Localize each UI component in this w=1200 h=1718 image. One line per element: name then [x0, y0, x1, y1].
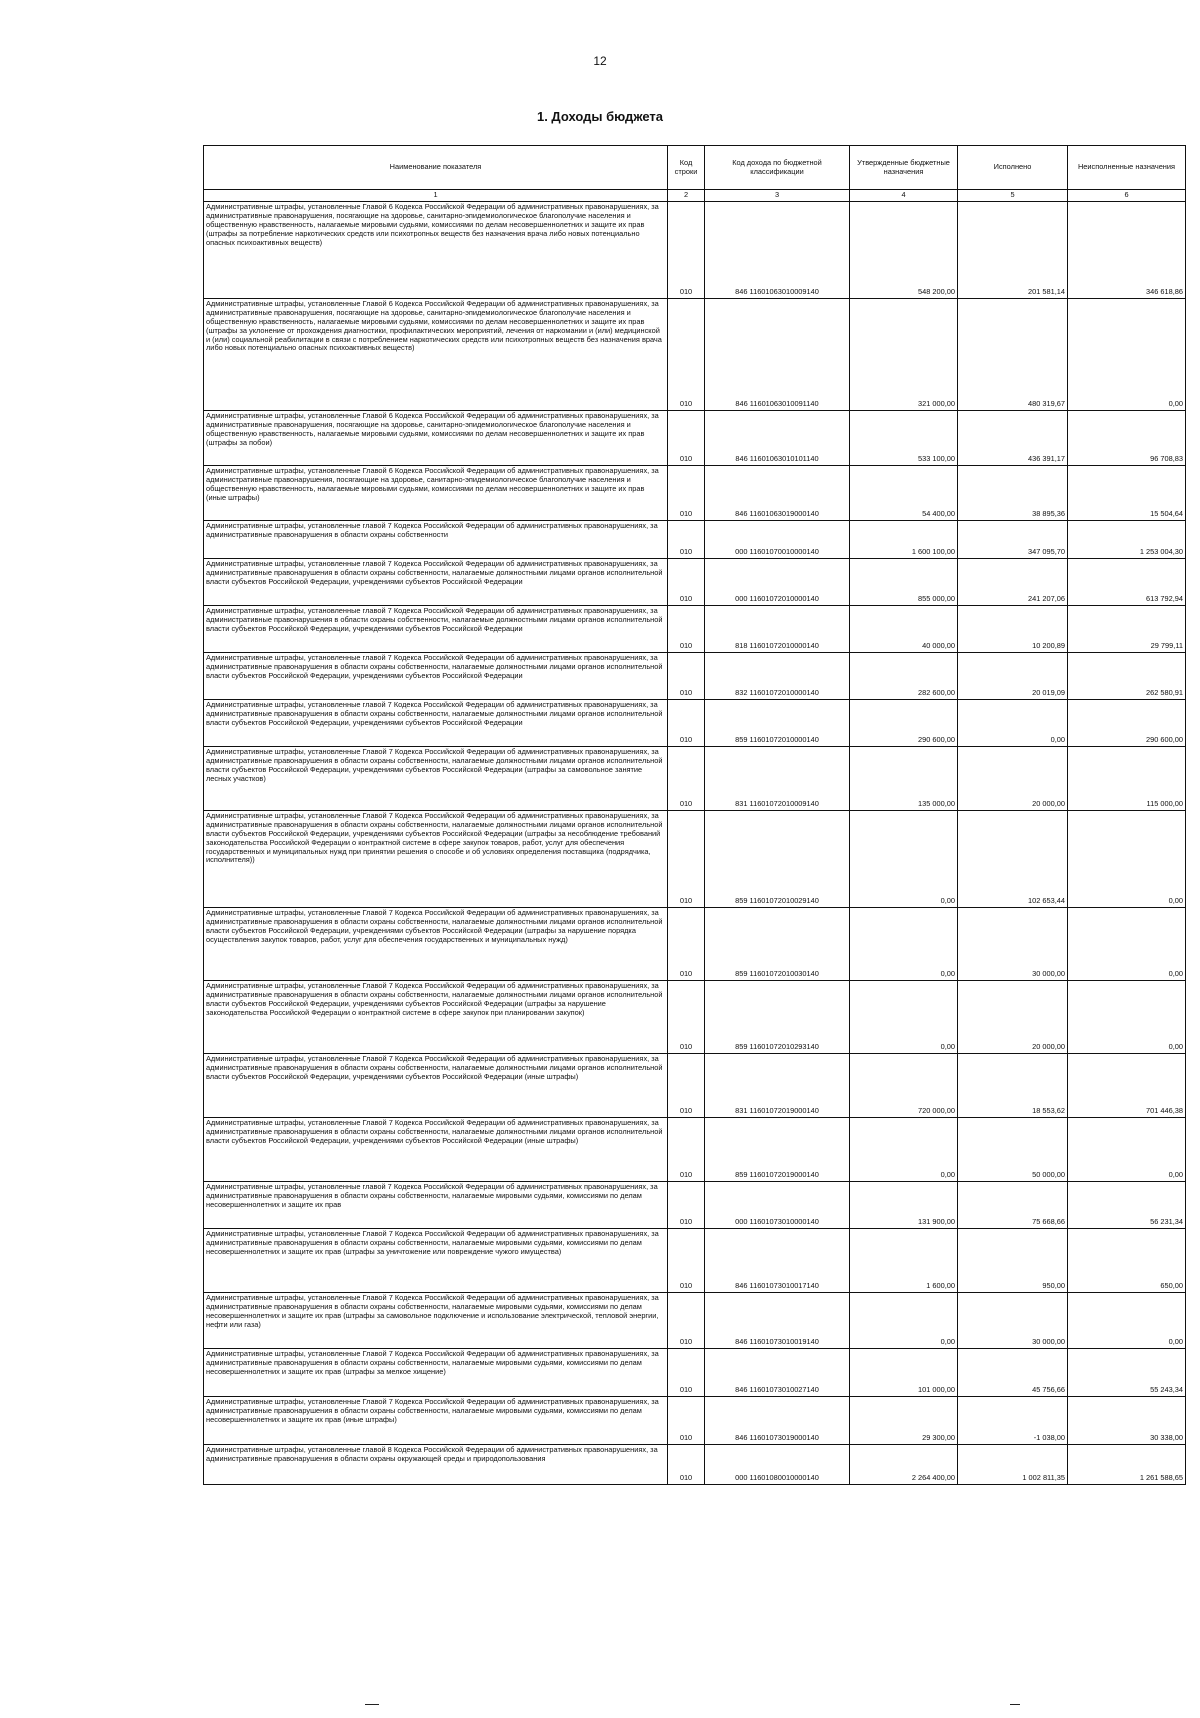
budget-revenue-table: [203, 145, 1186, 1485]
unexecuted-amount-cell: 1 261 588,65: [1068, 1445, 1186, 1485]
unexecuted-amount-cell: 262 580,91: [1068, 653, 1186, 700]
row-code-cell: 010: [668, 653, 705, 700]
revenue-code-cell: 859 11601072010030140: [705, 908, 850, 981]
table-row: [204, 1293, 1186, 1349]
row-code-cell: 010: [668, 908, 705, 981]
indicator-name-cell: Административные штрафы, установленные Главой 6 Кодекса Российской Федерации об административных правонарушениях, за административные правонарушения, посягающие на здоровье, санитарно-эпидемиологическое благополучие населения и общественную нравственность, налагаемые мировыми судьями, комиссиями по делам несовершеннолетних и защите их прав (штрафы за потребление наркотических средств или психотропных веществ без назначения врача либо новых потенциально опасных психоактивных веществ): [204, 202, 668, 299]
unexecuted-amount-cell: 0,00: [1068, 811, 1186, 908]
executed-amount-cell: 10 200,89: [958, 606, 1068, 653]
revenue-code-cell: 859 11601072010000140: [705, 700, 850, 747]
executed-amount-cell: 20 019,09: [958, 653, 1068, 700]
indicator-name-cell: Административные штрафы, установленные главой 7 Кодекса Российской Федерации об административных правонарушениях, за административные правонарушения в области охраны собственности, налагаемые мировыми судьями, комиссиями по делам несовершеннолетних и защите их прав: [204, 1182, 668, 1229]
row-code-cell: 010: [668, 1118, 705, 1182]
approved-amount-cell: 0,00: [850, 908, 958, 981]
row-code-cell: 010: [668, 1182, 705, 1229]
revenue-code-cell: 846 11601063010009140: [705, 202, 850, 299]
approved-amount-cell: 2 264 400,00: [850, 1445, 958, 1485]
table-row: [204, 559, 1186, 606]
table-row: [204, 202, 1186, 299]
row-code-cell: 010: [668, 747, 705, 811]
row-code-cell: 010: [668, 1445, 705, 1485]
table-row: [204, 521, 1186, 559]
revenue-code-cell: 846 11601063019000140: [705, 466, 850, 521]
row-code-cell: 010: [668, 700, 705, 747]
unexecuted-amount-cell: 29 799,11: [1068, 606, 1186, 653]
revenue-code-cell: 846 11601063010101140: [705, 411, 850, 466]
table-row: [204, 747, 1186, 811]
executed-amount-cell: 950,00: [958, 1229, 1068, 1293]
executed-amount-cell: 45 756,66: [958, 1349, 1068, 1397]
row-code-cell: 010: [668, 299, 705, 411]
indicator-name-cell: Административные штрафы, установленные главой 7 Кодекса Российской Федерации об административных правонарушениях, за административные правонарушения в области охраны собственности, налагаемые должностными лицами органов исполнительной власти субъектов Российской Федерации, учреждениями субъектов Российской Федерации: [204, 559, 668, 606]
approved-amount-cell: 1 600,00: [850, 1229, 958, 1293]
row-code-cell: 010: [668, 1293, 705, 1349]
approved-amount-cell: 720 000,00: [850, 1054, 958, 1118]
executed-amount-cell: 50 000,00: [958, 1118, 1068, 1182]
row-code-cell: 010: [668, 1054, 705, 1118]
executed-amount-cell: 1 002 811,35: [958, 1445, 1068, 1485]
column-number: 6: [1068, 190, 1186, 202]
approved-amount-cell: 855 000,00: [850, 559, 958, 606]
revenue-code-cell: 859 11601072010029140: [705, 811, 850, 908]
executed-amount-cell: 480 319,67: [958, 299, 1068, 411]
table-row: [204, 908, 1186, 981]
indicator-name-cell: Административные штрафы, установленные Главой 7 Кодекса Российской Федерации об административных правонарушениях, за административные правонарушения в области охраны собственности, налагаемые должностными лицами органов исполнительной власти субъектов Российской Федерации, учреждениями субъектов Российской Федерации (штрафы за самовольное занятие лесных участков): [204, 747, 668, 811]
executed-amount-cell: 20 000,00: [958, 981, 1068, 1054]
indicator-name-cell: Административные штрафы, установленные главой 8 Кодекса Российской Федерации об административных правонарушениях, за административные правонарушения в области охраны окружающей среды и природопользования: [204, 1445, 668, 1485]
executed-amount-cell: 20 000,00: [958, 747, 1068, 811]
column-number: 5: [958, 190, 1068, 202]
column-number: 2: [668, 190, 705, 202]
approved-amount-cell: 282 600,00: [850, 653, 958, 700]
executed-amount-cell: 0,00: [958, 700, 1068, 747]
unexecuted-amount-cell: 56 231,34: [1068, 1182, 1186, 1229]
revenue-code-cell: 000 11601080010000140: [705, 1445, 850, 1485]
header-unexecuted: Неисполненные назначения: [1068, 146, 1186, 190]
table-row: [204, 1229, 1186, 1293]
row-code-cell: 010: [668, 981, 705, 1054]
indicator-name-cell: Административные штрафы, установленные Главой 6 Кодекса Российской Федерации об административных правонарушениях, за административные правонарушения, посягающие на здоровье, санитарно-эпидемиологическое благополучие населения и общественную нравственность, налагаемые мировыми судьями, комиссиями по делам несовершеннолетних и защите их прав (штрафы за побои): [204, 411, 668, 466]
revenue-code-cell: 846 11601063010091140: [705, 299, 850, 411]
table-row: [204, 1397, 1186, 1445]
approved-amount-cell: 290 600,00: [850, 700, 958, 747]
table-row: [204, 1054, 1186, 1118]
row-code-cell: 010: [668, 1397, 705, 1445]
executed-amount-cell: 241 207,06: [958, 559, 1068, 606]
table-row: [204, 811, 1186, 908]
row-code-cell: 010: [668, 559, 705, 606]
table-row: [204, 606, 1186, 653]
header-approved: Утвержденные бюджетные назначения: [850, 146, 958, 190]
approved-amount-cell: 40 000,00: [850, 606, 958, 653]
unexecuted-amount-cell: 0,00: [1068, 908, 1186, 981]
indicator-name-cell: Административные штрафы, установленные Главой 7 Кодекса Российской Федерации об административных правонарушениях, за административные правонарушения в области охраны собственности, налагаемые должностными лицами органов исполнительной власти субъектов Российской Федерации, учреждениями субъектов Российской Федерации (штрафы за несоблюдение требований законодательства Российской Федерации о контрактной системе в сфере закупок товаров, работ, услуг для обеспечения государственных и муниципальных нужд при принятии решения о способе и об условиях определения поставщика (подрядчика, исполнителя)): [204, 811, 668, 908]
row-code-cell: 010: [668, 202, 705, 299]
revenue-code-cell: 859 11601072010293140: [705, 981, 850, 1054]
executed-amount-cell: 436 391,17: [958, 411, 1068, 466]
table-body: [204, 202, 1186, 1485]
unexecuted-amount-cell: 1 253 004,30: [1068, 521, 1186, 559]
executed-amount-cell: 347 095,70: [958, 521, 1068, 559]
indicator-name-cell: Административные штрафы, установленные Главой 7 Кодекса Российской Федерации об административных правонарушениях, за административные правонарушения в области охраны собственности, налагаемые мировыми судьями, комиссиями по делам несовершеннолетних и защите их прав (иные штрафы): [204, 1397, 668, 1445]
unexecuted-amount-cell: 0,00: [1068, 299, 1186, 411]
approved-amount-cell: 0,00: [850, 811, 958, 908]
header-row-code: Код строки: [668, 146, 705, 190]
revenue-code-cell: 859 11601072019000140: [705, 1118, 850, 1182]
revenue-code-cell: 831 11601072019000140: [705, 1054, 850, 1118]
row-code-cell: 010: [668, 411, 705, 466]
unexecuted-amount-cell: 613 792,94: [1068, 559, 1186, 606]
document-title: 1. Доходы бюджета: [536, 109, 664, 124]
revenue-code-cell: 818 11601072010000140: [705, 606, 850, 653]
executed-amount-cell: 201 581,14: [958, 202, 1068, 299]
revenue-code-cell: 846 11601073019000140: [705, 1397, 850, 1445]
table-row: [204, 653, 1186, 700]
table-row: [204, 299, 1186, 411]
column-number-row: [204, 190, 1186, 202]
unexecuted-amount-cell: 55 243,34: [1068, 1349, 1186, 1397]
table-row: [204, 1118, 1186, 1182]
revenue-code-cell: 000 11601072010000140: [705, 559, 850, 606]
approved-amount-cell: 131 900,00: [850, 1182, 958, 1229]
approved-amount-cell: 321 000,00: [850, 299, 958, 411]
executed-amount-cell: 30 000,00: [958, 908, 1068, 981]
indicator-name-cell: Административные штрафы, установленные главой 7 Кодекса Российской Федерации об административных правонарушениях, за административные правонарушения в области охраны собственности, налагаемые должностными лицами органов исполнительной власти субъектов Российской Федерации, учреждениями субъектов Российской Федерации: [204, 700, 668, 747]
row-code-cell: 010: [668, 521, 705, 559]
indicator-name-cell: Административные штрафы, установленные Главой 7 Кодекса Российской Федерации об административных правонарушениях, за административные правонарушения в области охраны собственности, налагаемые должностными лицами органов исполнительной власти субъектов Российской Федерации, учреждениями субъектов Российской Федерации (штрафы за нарушение законодательства Российской Федерации о контрактной системе в сфере закупок при планировании закупок): [204, 981, 668, 1054]
revenue-code-cell: 000 11601070010000140: [705, 521, 850, 559]
indicator-name-cell: Административные штрафы, установленные Главой 6 Кодекса Российской Федерации об административных правонарушениях, за административные правонарушения, посягающие на здоровье, санитарно-эпидемиологическое благополучие населения и общественную нравственность, налагаемые мировыми судьями, комиссиями по делам несовершеннолетних и защите их прав (штрафы за уклонение от прохождения диагностики, профилактических мероприятий, лечения от наркомании и (или) медицинской и (или) социальной реабилитации в связи с потреблением наркотических средств или психотропных веществ без назначения врача либо новых потенциально опасных психоактивных веществ): [204, 299, 668, 411]
indicator-name-cell: Административные штрафы, установленные главой 7 Кодекса Российской Федерации об административных правонарушениях, за административные правонарушения в области охраны собственности: [204, 521, 668, 559]
executed-amount-cell: 18 553,62: [958, 1054, 1068, 1118]
unexecuted-amount-cell: 290 600,00: [1068, 700, 1186, 747]
revenue-code-cell: 846 11601073010019140: [705, 1293, 850, 1349]
revenue-code-cell: 846 11601073010027140: [705, 1349, 850, 1397]
unexecuted-amount-cell: 0,00: [1068, 1118, 1186, 1182]
row-code-cell: 010: [668, 466, 705, 521]
executed-amount-cell: 38 895,36: [958, 466, 1068, 521]
unexecuted-amount-cell: 701 446,38: [1068, 1054, 1186, 1118]
indicator-name-cell: Административные штрафы, установленные Главой 6 Кодекса Российской Федерации об административных правонарушениях, за административные правонарушения, посягающие на здоровье, санитарно-эпидемиологическое благополучие населения и общественную нравственность, налагаемые мировыми судьями, комиссиями по делам несовершеннолетних и защите их прав (иные штрафы): [204, 466, 668, 521]
table-row: [204, 411, 1186, 466]
table-row: [204, 1182, 1186, 1229]
table-header-row: [204, 146, 1186, 190]
indicator-name-cell: Административные штрафы, установленные Главой 7 Кодекса Российской Федерации об административных правонарушениях, за административные правонарушения в области охраны собственности, налагаемые должностными лицами органов исполнительной власти субъектов Российской Федерации, учреждениями субъектов Российской Федерации (иные штрафы): [204, 1118, 668, 1182]
executed-amount-cell: 102 653,44: [958, 811, 1068, 908]
header-executed: Исполнено: [958, 146, 1068, 190]
unexecuted-amount-cell: 0,00: [1068, 1293, 1186, 1349]
approved-amount-cell: 101 000,00: [850, 1349, 958, 1397]
column-number: 4: [850, 190, 958, 202]
approved-amount-cell: 0,00: [850, 1118, 958, 1182]
unexecuted-amount-cell: 30 338,00: [1068, 1397, 1186, 1445]
indicator-name-cell: Административные штрафы, установленные Главой 7 Кодекса Российской Федерации об административных правонарушениях, за административные правонарушения в области охраны собственности, налагаемые должностными лицами органов исполнительной власти субъектов Российской Федерации, учреждениями субъектов Российской Федерации (штрафы за нарушение порядка осуществления закупок товаров, работ, услуг для обеспечения государственных и муниципальных нужд): [204, 908, 668, 981]
unexecuted-amount-cell: 0,00: [1068, 981, 1186, 1054]
revenue-code-cell: 832 11601072010000140: [705, 653, 850, 700]
page-number: 12: [593, 54, 607, 68]
column-number: 1: [204, 190, 668, 202]
unexecuted-amount-cell: 115 000,00: [1068, 747, 1186, 811]
indicator-name-cell: Административные штрафы, установленные главой 7 Кодекса Российской Федерации об административных правонарушениях, за административные правонарушения в области охраны собственности, налагаемые должностными лицами органов исполнительной власти субъектов Российской Федерации, учреждениями субъектов Российской Федерации: [204, 653, 668, 700]
unexecuted-amount-cell: 346 618,86: [1068, 202, 1186, 299]
header-revenue-code: Код дохода по бюджетной классификации: [705, 146, 850, 190]
revenue-code-cell: 000 11601073010000140: [705, 1182, 850, 1229]
approved-amount-cell: 548 200,00: [850, 202, 958, 299]
table-row: [204, 981, 1186, 1054]
header-indicator-name: Наименование показателя: [204, 146, 668, 190]
revenue-code-cell: 831 11601072010009140: [705, 747, 850, 811]
column-number: 3: [705, 190, 850, 202]
approved-amount-cell: 0,00: [850, 1293, 958, 1349]
row-code-cell: 010: [668, 811, 705, 908]
scan-edge-mark: [365, 1704, 379, 1705]
revenue-code-cell: 846 11601073010017140: [705, 1229, 850, 1293]
table-row: [204, 1445, 1186, 1485]
approved-amount-cell: 54 400,00: [850, 466, 958, 521]
indicator-name-cell: Административные штрафы, установленные Главой 7 Кодекса Российской Федерации об административных правонарушениях, за административные правонарушения в области охраны собственности, налагаемые мировыми судьями, комиссиями по делам несовершеннолетних и защите их прав (штрафы за мелкое хищение): [204, 1349, 668, 1397]
indicator-name-cell: Административные штрафы, установленные Главой 7 Кодекса Российской Федерации об административных правонарушениях, за административные правонарушения в области охраны собственности, налагаемые мировыми судьями, комиссиями по делам несовершеннолетних и защите их прав (штрафы за самовольное подключение и использование электрической, тепловой энергии, нефти или газа): [204, 1293, 668, 1349]
approved-amount-cell: 0,00: [850, 981, 958, 1054]
unexecuted-amount-cell: 15 504,64: [1068, 466, 1186, 521]
table-row: [204, 466, 1186, 521]
approved-amount-cell: 533 100,00: [850, 411, 958, 466]
unexecuted-amount-cell: 650,00: [1068, 1229, 1186, 1293]
row-code-cell: 010: [668, 1349, 705, 1397]
executed-amount-cell: -1 038,00: [958, 1397, 1068, 1445]
approved-amount-cell: 1 600 100,00: [850, 521, 958, 559]
indicator-name-cell: Административные штрафы, установленные главой 7 Кодекса Российской Федерации об административных правонарушениях, за административные правонарушения в области охраны собственности, налагаемые должностными лицами органов исполнительной власти субъектов Российской Федерации, учреждениями субъектов Российской Федерации: [204, 606, 668, 653]
indicator-name-cell: Административные штрафы, установленные Главой 7 Кодекса Российской Федерации об административных правонарушениях, за административные правонарушения в области охраны собственности, налагаемые должностными лицами органов исполнительной власти субъектов Российской Федерации, учреждениями субъектов Российской Федерации (иные штрафы): [204, 1054, 668, 1118]
scan-edge-mark: [1010, 1704, 1020, 1705]
executed-amount-cell: 30 000,00: [958, 1293, 1068, 1349]
row-code-cell: 010: [668, 1229, 705, 1293]
row-code-cell: 010: [668, 606, 705, 653]
table-row: [204, 1349, 1186, 1397]
table-row: [204, 700, 1186, 747]
unexecuted-amount-cell: 96 708,83: [1068, 411, 1186, 466]
executed-amount-cell: 75 668,66: [958, 1182, 1068, 1229]
indicator-name-cell: Административные штрафы, установленные Главой 7 Кодекса Российской Федерации об административных правонарушениях, за административные правонарушения в области охраны собственности, налагаемые мировыми судьями, комиссиями по делам несовершеннолетних и защите их прав (штрафы за уничтожение или повреждение чужого имущества): [204, 1229, 668, 1293]
approved-amount-cell: 135 000,00: [850, 747, 958, 811]
approved-amount-cell: 29 300,00: [850, 1397, 958, 1445]
